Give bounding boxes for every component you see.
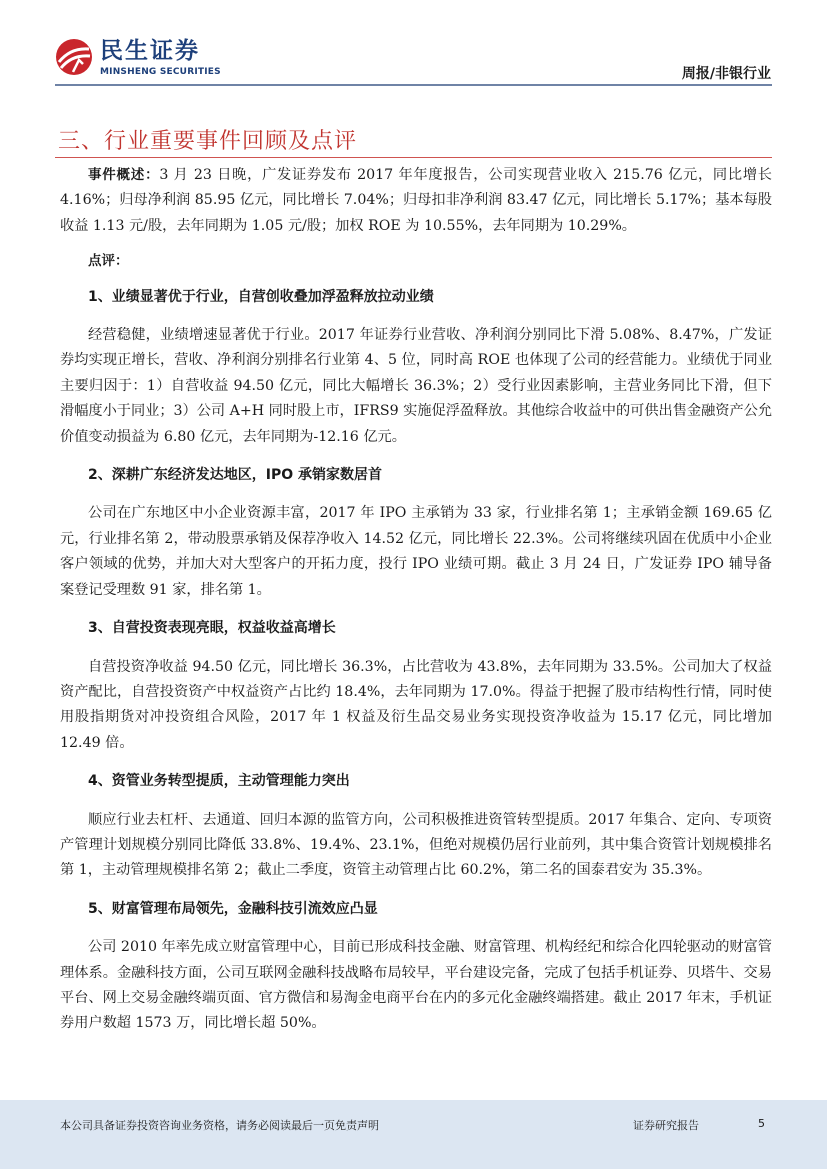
section-divider [55,157,772,158]
point-body: 顺应行业去杠杆、去通道、回归本源的监管方向，公司积极推进资管转型提质。2017 年集合、定向、专项资产管理计划规模分别同比降低 33.8%、19.4%、23.1%，但绝对规模仍居行业前列，其中集合资管计划规模排名第 1，主动管理规模排名第 2；截止二季度，资管主动管理占比 60.2%，第二名的国泰君安为 35.3%。 [60,811,772,879]
event-overview [60,163,772,239]
point-heading: 4、资管业务转型提质，主动管理能力突出 [88,773,350,790]
footer-disclaimer: 本公司具备证券投资咨询业务资格，请务必阅读最后一页免责声明 [60,1119,379,1132]
point-body: 经营稳健，业绩增速显著优于行业。2017 年证券行业营收、净利润分别同比下滑 5.08%、8.47%，广发证券均实现正增长，营收、净利润分别排名行业第 4、5 位，同时高 ROE 也体现了公司的经营能力。业绩优于同业主要归因于：1）自营收益 94.50 亿元，同比大幅增长 36.3%；2）受行业因素影响，主营业务同比下滑，但下滑幅度小于同业；3）公司 A+H 同时股上市，IFRS9 实施促浮盈释放。其他综合收益中的可供出售金融资产公允价值变动损益为 6.80 亿元，去年同期为-12.16 亿元。 [60,327,773,445]
header-divider [55,84,772,86]
point-heading: 5、财富管理布局领先，金融科技引流效应凸显 [88,900,378,917]
page-header [0,0,827,92]
point-heading: 2、深耕广东经济发达地区，IPO 承销家数居首 [88,467,382,484]
overview-label: 事件概述： [88,167,160,183]
report-body [60,163,772,1037]
point-body: 公司 2010 年率先成立财富管理中心，目前已形成科技金融、财富管理、机构经纪和综合化四轮驱动的财富管理体系。金融科技方面，公司互联网金融科技战略布局较早，平台建设完备，完成了包括手机证券、贝塔牛、交易平台、网上交易金融终端页面、官方微信和易淘金电商平台在内的多元化金融终端搭建。截止 2017 年末，手机证券用户数超 1573 万，同比增长超 50%。 [60,939,772,1032]
page-number: 5 [758,1117,765,1130]
logo-name-en: MINSHENG SECURITIES [100,67,221,77]
comment-heading [60,249,772,274]
overview-text: 3 月 23 日晚，广发证券发布 2017 年年度报告，公司实现营业收入 215.76 亿元，同比增长 4.16%；归母净利润 85.95 亿元，同比增长 7.04%；归母扣非净利润 83.47 亿元，同比增长 5.17%；基本每股收益 1.13 元/股，去年同期为 1.05 元/股；加权 ROE 为 10.55%，去年同期为 10.29%。 [60,167,772,234]
minsheng-logo-icon [55,38,93,76]
report-type: 周报/非银行业 [681,66,771,82]
comment-label: 点评： [88,253,129,270]
point-body: 自营投资净收益 94.50 亿元，同比增长 36.3%，占比营收为 43.8%，去年同期为 33.5%。公司加大了权益资产配比，自营投资资产中权益资产占比约 18.4%，去年同期为 17.0%。得益于把握了股市结构性行情，同时使用股指期货对冲投资组合风险，2017 年 1 权益及衍生品交易业务实现投资净收益为 15.17 亿元，同比增加 12.49 倍。 [60,658,772,751]
point-body: 公司在广东地区中小企业资源丰富，2017 年 IPO 主承销为 33 家，行业排名第 1；主承销金额 169.65 亿元，行业排名第 2，带动股票承销及保荐净收入 14.52 亿元，同比增长 22.3%。公司将继续巩固在优质中小企业客户领域的优势，并加大对大型客户的开拓力度，投行 IPO 业绩可期。截止 3 月 24 日，广发证券 IPO 辅导备案登记受理数 91 家，排名第 1。 [60,505,772,598]
point-heading: 1、业绩显著优于行业，自营创收叠加浮盈释放拉动业绩 [88,288,434,305]
footer-doc-type: 证券研究报告 [633,1119,699,1132]
page-footer [0,1100,827,1169]
point-heading: 3、自营投资表现亮眼，权益收益高增长 [88,620,336,637]
logo-name-cn: 民生证券 [100,38,200,64]
section-title: 三、行业重要事件回顾及点评 [58,129,358,154]
